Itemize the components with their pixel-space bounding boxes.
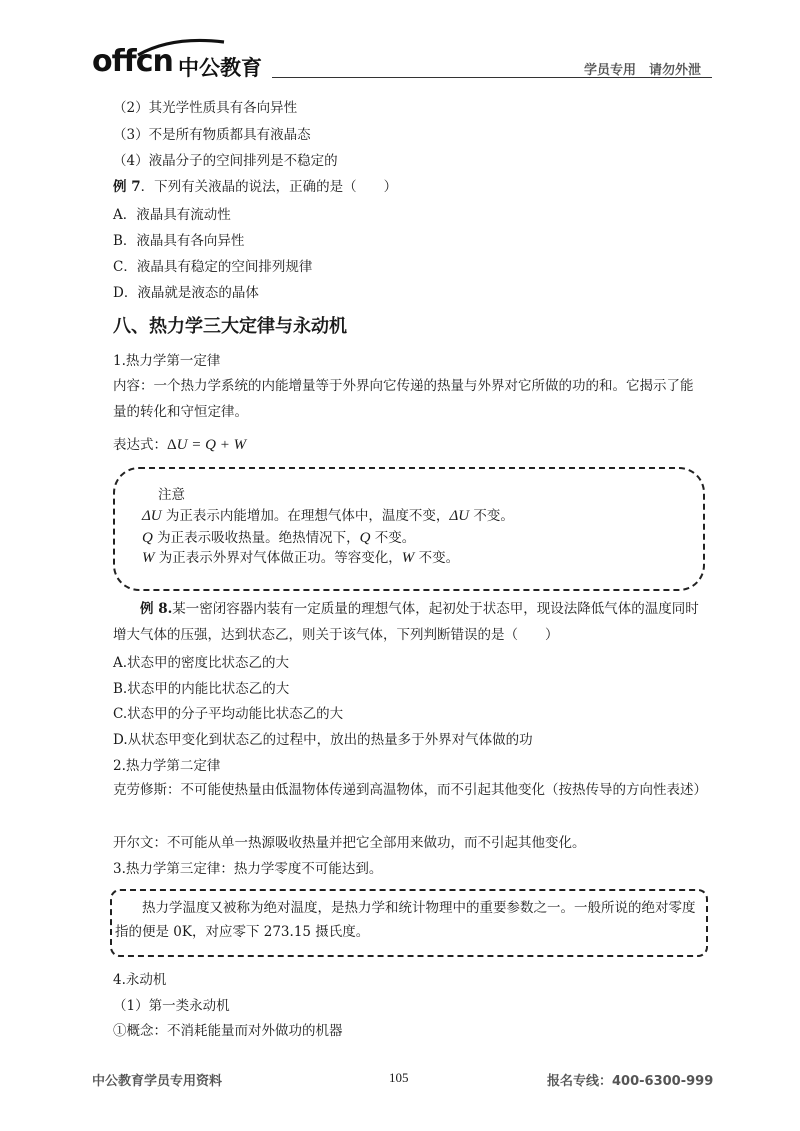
second-law-title: 2.热力学第二定律 [113, 758, 221, 774]
page-number: 105 [389, 1070, 409, 1085]
example-8-option-a: A.状态甲的密度比状态乙的大 [113, 655, 290, 671]
perpetual-concept: ①概念：不消耗能量而对外做功的机器 [113, 1023, 343, 1039]
example-8-text: 某一密闭容器内装有一定质量的理想气体，起初处于状态甲，现设法降低气体的温度同时增大气体的压强，达到状态乙，则关于该气体，下列判断错误的是（ ） [113, 601, 699, 643]
footer-left: 中公教育学员专用资料 [92, 1074, 223, 1089]
text-line-3: （4）液晶分子的空间排列是不稳定的 [113, 153, 338, 169]
second-law-kelvin: 开尔文：不可能从单一热源吸收热量并把它全部用来做功，而不引起其他变化。 [113, 835, 586, 851]
expression-formula: ΔU = Q + W [167, 437, 247, 453]
third-law-title: 3.热力学第三定律：热力学零度不可能达到。 [113, 861, 383, 877]
first-law-expression [113, 436, 246, 454]
example-7-option-a: A．液晶具有流动性 [113, 207, 231, 223]
text-line-1: （2）其光学性质具有各向异性 [113, 100, 298, 116]
logo-latin: offcn [92, 44, 173, 79]
first-law-content: 内容：一个热力学系统的内能增量等于外界向它传递的热量与外界对它所做的功的和。它揭示了能量的转化和守恒定律。 [113, 378, 694, 420]
example-8-option-d: D.从状态甲变化到状态乙的过程中，放出的热量多于外界对气体做的功 [113, 732, 533, 748]
example-7-text: ．下列有关液晶的说法，正确的是（ ） [140, 179, 398, 195]
perpetual-title: 4.永动机 [113, 972, 167, 988]
note-title: 注意 [158, 487, 185, 503]
text-line-2: （3）不是所有物质都具有液晶态 [113, 127, 311, 143]
first-law-title: 1.热力学第一定律 [113, 353, 221, 369]
example-7-option-b: B．液晶具有各向异性 [113, 233, 245, 249]
example-7-option-c: C．液晶具有稳定的空间排列规律 [113, 259, 313, 275]
example-7-label: 例 7 [113, 179, 141, 195]
header-logo [92, 40, 272, 80]
example-8-question [113, 596, 709, 648]
example-8-option-c: C.状态甲的分子平均动能比状态乙的大 [113, 706, 344, 722]
perpetual-sub-1: （1）第一类永动机 [113, 998, 230, 1014]
note-line-3: W 为正表示外界对气体做正功。等容变化，W 不变。 [142, 550, 460, 566]
second-law-clausius: 克劳修斯：不可能使热量由低温物体传递到高温物体，而不引起其他变化（按热传导的方向性表述） [113, 782, 707, 798]
footer-right: 报名专线：400-6300-999 [547, 1074, 714, 1089]
section-heading: 八、热力学三大定律与永动机 [113, 316, 347, 337]
example-8-label: 例 8. [140, 601, 173, 617]
header-tagline: 学员专用 请勿外泄 [584, 63, 702, 78]
example-7-option-d: D．液晶就是液态的晶体 [113, 285, 259, 301]
note-line-1: ΔU 为正表示内能增加。在理想气体中，温度不变，ΔU 不变。 [142, 508, 514, 524]
expression-label: 表达式： [113, 437, 167, 453]
third-law-box-text: 热力学温度又被称为绝对温度，是热力学和统计物理中的重要参数之一。一般所说的绝对零度指的便是 0K，对应零下 273.15 摄氏度。 [115, 900, 696, 940]
logo-chinese: 中公教育 [178, 56, 262, 80]
example-7-question [113, 178, 397, 196]
note-line-2: Q 为正表示吸收热量。绝热情况下，Q 不变。 [142, 530, 416, 546]
example-8-option-b: B.状态甲的内能比状态乙的大 [113, 681, 290, 697]
